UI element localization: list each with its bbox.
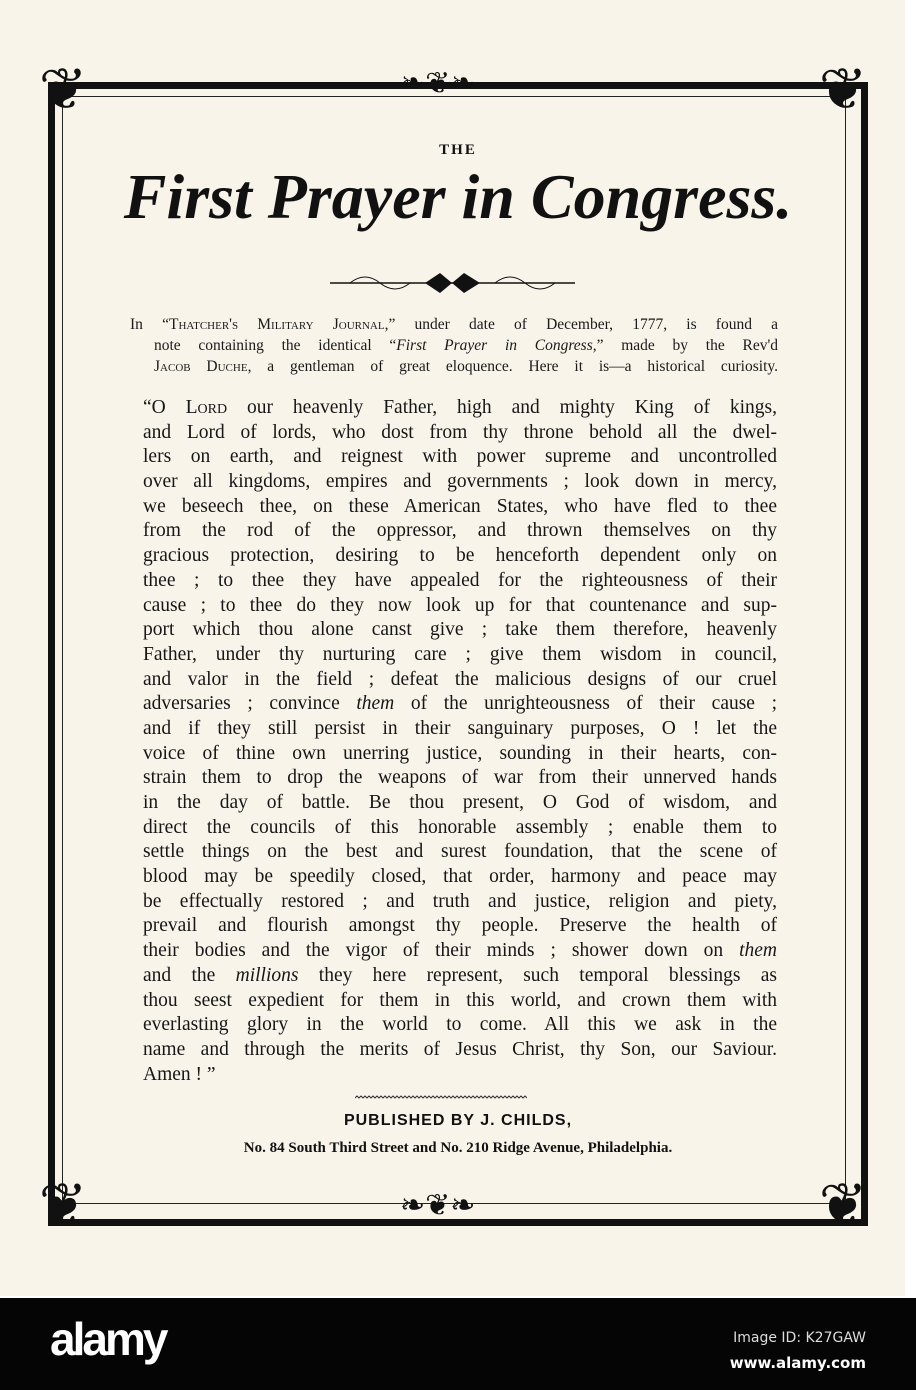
watermark-url: www.alamy.com <box>729 1354 866 1372</box>
prayer-line: thou seest expedient for them in this world, and crown them with <box>143 989 777 1011</box>
prayer-line: port which thou alone canst give ; take them therefore, heavenly <box>143 619 777 641</box>
prayer-line: direct the councils of this honorable assembly ; enable them to <box>143 816 777 838</box>
flourish-divider-icon <box>330 268 575 298</box>
prayer-line: we beseech thee, on these American States, who have fled to thee <box>143 495 777 517</box>
prayer-line: be effectually restored ; and truth and justice, religion and piety, <box>143 890 777 912</box>
wavy-rule <box>355 1095 527 1101</box>
prayer-line: and Lord of lords, who dost from thy throne behold all the dwel- <box>143 421 777 443</box>
title-prefix: THE <box>439 142 477 158</box>
corner-ornament-icon: ❦ <box>38 1172 88 1237</box>
watermark-bar <box>0 1298 916 1390</box>
prayer-line: lers on earth, and reignest with power supreme and uncontrolled <box>143 446 777 468</box>
prayer-line: cause ; to thee do they now look up for that countenance and sup- <box>143 594 777 616</box>
prayer-line: gracious protection, desiring to be henceforth dependent only on <box>143 545 777 567</box>
prayer-line: Father, under thy nurturing care ; give them wisdom in council, <box>143 643 777 665</box>
prayer-line: Amen ! ” <box>143 1063 216 1085</box>
prayer-line: prevail and flourish amongst thy people. Preserve the health of <box>143 915 777 937</box>
bottom-ornament-icon: ❧❦❧ <box>400 1189 476 1222</box>
prayer-line: “O Lord our heavenly Father, high and mighty King of kings, <box>143 397 777 418</box>
prayer-text <box>143 396 777 1087</box>
publisher: PUBLISHED BY J. CHILDS, <box>343 1112 573 1129</box>
alamy-logo: alamy <box>50 1313 166 1365</box>
corner-ornament-icon: ❦ <box>38 57 88 122</box>
prayer-line: blood may be speedily closed, that order, harmony and peace may <box>143 866 777 888</box>
page-title: First Prayer in Congress. <box>123 161 793 232</box>
prayer-line: name and through the merits of Jesus Christ, thy Son, our Saviour. <box>143 1038 777 1060</box>
corner-ornament-icon: ❦ <box>818 1172 868 1237</box>
prayer-line: voice of thine own unerring justice, sounding in their hearts, con- <box>143 742 777 764</box>
prayer-line: and the millions they here represent, such temporal blessings as <box>143 964 777 986</box>
image-id: Image ID: K27GAW <box>733 1330 866 1346</box>
prayer-line: their bodies and the vigor of their minds ; shower down on them <box>143 940 777 962</box>
corner-ornament-icon: ❦ <box>818 57 868 122</box>
prayer-line: over all kingdoms, empires and governments ; look down in mercy, <box>143 471 777 493</box>
prayer-line: adversaries ; convince them of the unrighteousness of their cause ; <box>143 693 777 715</box>
prayer-line: and valor in the field ; defeat the malicious designs of our cruel <box>143 668 777 690</box>
top-ornament-icon: ❧❦❧ <box>400 67 476 100</box>
prayer-line: and if they still persist in their sanguinary purposes, O ! let the <box>143 717 777 739</box>
prayer-line: thee ; to thee they have appealed for the righteousness of their <box>143 569 777 591</box>
prayer-line: from the rod of the oppressor, and thrown themselves on thy <box>143 520 777 542</box>
prayer-line: in the day of battle. Be thou present, O God of wisdom, and <box>143 792 777 813</box>
publisher-address: No. 84 South Third Street and No. 210 Ridge Avenue, Philadelphia. <box>243 1140 673 1156</box>
prayer-line: strain them to drop the weapons of war from their unnerved hands <box>143 767 777 789</box>
prayer-line: everlasting glory in the world to come. All this we ask in the <box>143 1014 777 1036</box>
intro-paragraph: In “Thatcher's Military Journal,” under date of December, 1777, is found a note containing the identical “First Prayer in Congress,” made by the Rev'd Jacob Duche, a gentleman of great eloquence. Here it is—a historical curiosity. <box>130 316 779 375</box>
prayer-line: settle things on the best and surest foundation, that the scene of <box>143 841 777 863</box>
